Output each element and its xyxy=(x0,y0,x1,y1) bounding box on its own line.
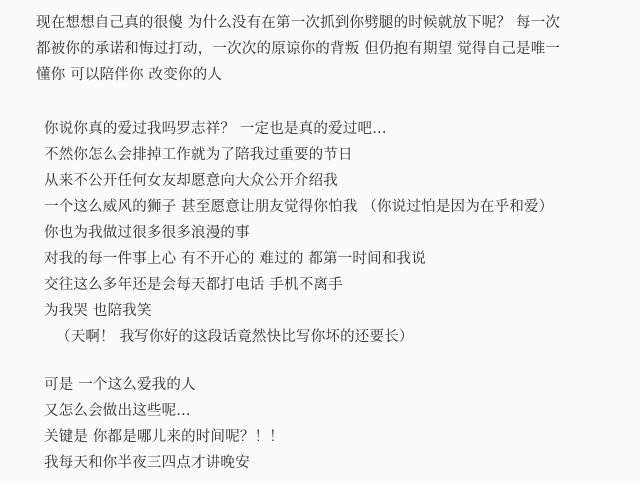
text-line: 你说你真的爱过我吗罗志祥？ 一定也是真的爱过吧... xyxy=(44,121,387,137)
text-line: 都被你的承诺和悔过打动，一次次的原谅你的背叛 但仍抱有期望 觉得自己是唯一 xyxy=(36,41,561,57)
text-line: 不然你怎么会排掉工作就为了陪我过重要的节日 xyxy=(44,147,353,163)
paragraph-1 xyxy=(36,10,614,88)
text-line: 可是 一个这么爱我的人 xyxy=(44,377,196,393)
text-line: 又怎么会做出这些呢... xyxy=(44,403,191,419)
paragraph-spacer xyxy=(36,88,614,116)
text-line: 我每天和你半夜三四点才讲晚安 xyxy=(44,455,250,471)
paragraph-spacer xyxy=(36,350,614,372)
text-line: 从来不公开任何女友却愿意向大众公开介绍我 xyxy=(44,173,338,189)
text-line: 为我哭 也陪我笑 xyxy=(44,303,152,319)
paragraph-3 xyxy=(36,372,614,476)
text-line: 懂你 可以陪伴你 改变你的人 xyxy=(36,67,223,83)
text-line: 交往这么多年还是会每天都打电话 手机不离手 xyxy=(44,277,343,293)
text-line: 一个这么威风的狮子 甚至愿意让朋友觉得你怕我 （你说过怕是因为在乎和爱） xyxy=(44,199,554,215)
text-line: 对我的每一件事上心 有不开心的 难过的 都第一时间和我说 xyxy=(44,251,426,267)
text-line: （天啊！ 我写你好的这段话竟然快比写你坏的还要长） xyxy=(56,329,414,345)
text-line: 关键是 你都是哪儿来的时间呢？！！ xyxy=(44,429,285,445)
text-line: 现在想想自己真的很傻 为什么没有在第一次抓到你劈腿的时候就放下呢？ 每一次 xyxy=(36,15,561,31)
paragraph-2 xyxy=(36,116,614,350)
text-line: 你也为我做过很多很多浪漫的事 xyxy=(44,225,250,241)
